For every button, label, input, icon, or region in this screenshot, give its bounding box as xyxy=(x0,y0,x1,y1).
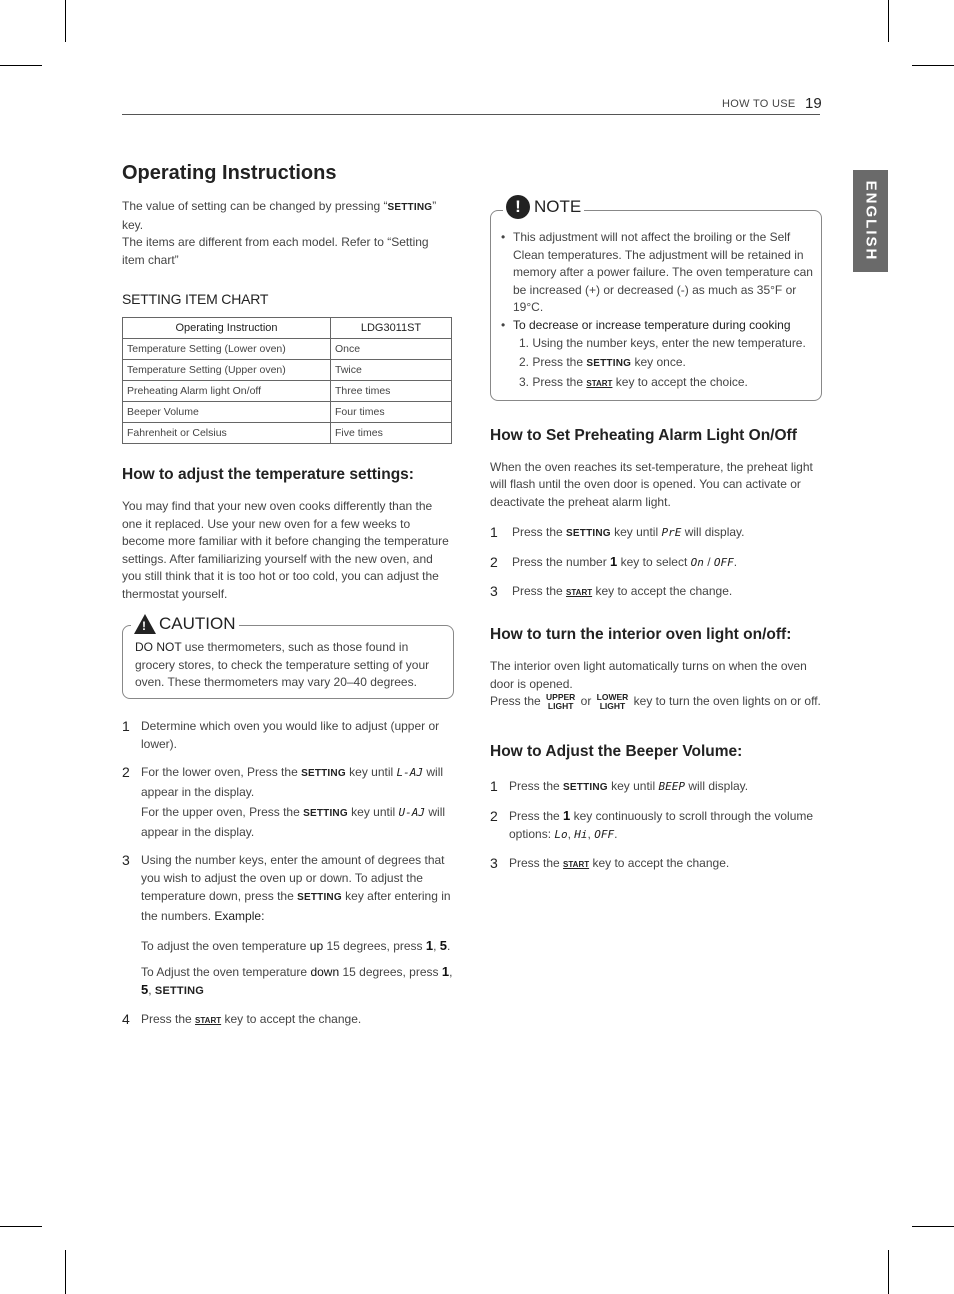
example-label: Example: xyxy=(214,908,265,923)
step-number: 4 xyxy=(122,1010,130,1027)
note-bullet-text: To decrease or increase temperature during cooking xyxy=(513,317,791,332)
table-row xyxy=(123,402,452,423)
key-label: LIGHT xyxy=(599,701,626,711)
intro-text: The value of setting can be changed by pressing “ xyxy=(122,199,388,213)
text-run: . xyxy=(614,827,618,841)
text-run: key after entering in the numbers. xyxy=(141,888,451,923)
text-run: Press the xyxy=(509,779,564,793)
text-run: , xyxy=(433,938,440,953)
setting-key: SETTING xyxy=(301,767,346,779)
step-number: 3 xyxy=(122,851,130,868)
table-row xyxy=(123,339,452,360)
emphasis: up xyxy=(309,938,324,953)
step-text xyxy=(141,851,454,1000)
text-run: Press the xyxy=(512,584,567,598)
step-text xyxy=(509,777,822,797)
number-key: 1 xyxy=(425,937,434,953)
display-code: U-AJ xyxy=(398,805,426,819)
step-text xyxy=(512,553,822,572)
example-line xyxy=(141,937,454,955)
table-cell: Preheating Alarm light On/off xyxy=(123,381,331,402)
crop-mark xyxy=(0,1226,42,1227)
step-item xyxy=(122,851,454,1000)
preheat-paragraph: When the oven reaches its set-temperature, the preheat light will flash until the oven door is opened. You can activate or deactivate the preheat alarm light. xyxy=(490,459,813,509)
text-run: 15 degrees, press xyxy=(323,938,426,953)
table-cell: Once xyxy=(331,339,452,360)
display-code: Lo xyxy=(554,828,568,841)
step-item xyxy=(490,553,822,572)
table-header-row xyxy=(123,318,452,339)
step-number: 2 xyxy=(122,763,130,780)
text-run: Press the xyxy=(490,694,545,709)
caution-label-group xyxy=(131,614,239,634)
interior-light-heading: How to turn the interior oven light on/off: xyxy=(490,626,792,643)
adjust-paragraph: You may find that your new oven cooks differently than the one it replaced. Use your new oven for a few weeks to become more familiar with it before changing the temperature settings. After familiarizing yourself with the new oven, and you still think that it is too hot or too cold, you can adjust the thermostat yourself. xyxy=(122,499,449,601)
note-bullet-text: This adjustment will not affect the broiling or the Self Clean temperatures. The adjustment will be retained in memory after a power failure. The oven temperature can be increased (+) or decreased (-) as much as 35°F or 19°C. xyxy=(513,230,813,314)
step-text xyxy=(509,807,822,844)
text-run: key until xyxy=(345,764,397,779)
table-cell: Four times xyxy=(331,402,452,423)
start-key: START xyxy=(586,379,613,388)
language-tab xyxy=(853,170,888,272)
table-cell: Fahrenheit or Celsius xyxy=(123,423,331,444)
step-text: Determine which oven you would like to adjust (upper or lower). xyxy=(141,718,440,751)
header-rule xyxy=(122,114,820,115)
setting-key: SETTING xyxy=(387,202,433,213)
crop-mark xyxy=(65,0,66,42)
caution-text xyxy=(135,639,441,692)
section-label: HOW TO USE xyxy=(722,98,796,110)
step-text xyxy=(141,763,454,841)
preheat-steps xyxy=(490,523,822,602)
display-code: PrE xyxy=(661,526,682,539)
left-column xyxy=(122,160,454,1040)
text-run: key to select xyxy=(617,555,691,569)
text-run: key to accept the choice. xyxy=(612,375,748,389)
text-run: key until xyxy=(610,525,662,539)
chart-heading: SETTING ITEM CHART xyxy=(122,291,269,307)
step-line xyxy=(141,803,454,841)
key-label: LOWER xyxy=(596,692,629,702)
table-row xyxy=(123,423,452,444)
display-code: Hi xyxy=(574,828,588,841)
crop-mark xyxy=(888,1250,889,1294)
text-run: key to accept the change. xyxy=(589,856,730,870)
text-run: key until xyxy=(607,779,659,793)
table-cell: Twice xyxy=(331,360,452,381)
setting-key: SETTING xyxy=(586,357,632,369)
note-label-group xyxy=(503,195,584,219)
crop-mark xyxy=(888,0,889,42)
note-bullet xyxy=(501,317,813,335)
text-run: 3. Press the xyxy=(519,375,587,389)
text-run: / xyxy=(703,555,714,569)
text-run: key until xyxy=(347,804,399,819)
step-item xyxy=(490,807,822,844)
example-line xyxy=(141,963,454,1000)
table-row xyxy=(123,360,452,381)
text-run: 2. Press the xyxy=(519,354,587,369)
step-line xyxy=(141,851,454,925)
text-run: Press the xyxy=(141,1011,196,1026)
intro-paragraph-2: The items are different from each model. Refer to “Setting item chart” xyxy=(122,235,429,267)
number-key: 1 xyxy=(563,808,571,823)
step-number: 2 xyxy=(490,554,498,570)
preheat-heading: How to Set Preheating Alarm Light On/Off xyxy=(490,426,797,444)
setting-key: SETTING xyxy=(154,984,204,997)
adjust-temperature-heading: How to adjust the temperature settings: xyxy=(122,466,414,483)
step-line xyxy=(141,763,454,801)
text-run: key to turn the oven lights on or off. xyxy=(630,694,821,709)
step-number: 1 xyxy=(490,524,498,540)
note-label: NOTE xyxy=(534,197,582,216)
table-cell: Beeper Volume xyxy=(123,402,331,423)
upper-light-key xyxy=(546,693,575,711)
table-cell: Temperature Setting (Lower oven) xyxy=(123,339,331,360)
display-code: BEEP xyxy=(658,780,685,793)
step-item xyxy=(490,777,822,797)
text-run: key continuously to scroll through the volume options: xyxy=(509,809,814,841)
text-run: key once. xyxy=(631,354,686,369)
table-cell: Five times xyxy=(331,423,452,444)
note-bullet xyxy=(501,229,813,317)
note-substep xyxy=(501,373,813,394)
table-header: LDG3011ST xyxy=(331,318,452,339)
step-text xyxy=(512,582,822,602)
step-item xyxy=(122,717,454,753)
step-number: 3 xyxy=(490,855,498,871)
bullet-icon: • xyxy=(501,317,506,332)
number-key: 1 xyxy=(441,963,450,979)
text-run: For the lower oven, Press the xyxy=(141,764,302,779)
text-run: Press the number xyxy=(512,555,611,569)
setting-item-table xyxy=(122,317,452,444)
text-run: , xyxy=(587,827,595,841)
interior-light-instruction xyxy=(490,693,822,711)
beeper-steps xyxy=(490,777,822,874)
step-number: 3 xyxy=(490,583,498,599)
step-number: 1 xyxy=(122,717,130,734)
crop-mark xyxy=(912,1226,954,1227)
key-label: LIGHT xyxy=(547,701,574,711)
text-run: will appear in the display. xyxy=(141,764,444,799)
setting-key: SETTING xyxy=(566,528,611,539)
right-column xyxy=(490,197,822,884)
setting-key: SETTING xyxy=(297,891,342,903)
text-run: For the upper oven, Press the xyxy=(141,804,304,819)
step-item xyxy=(490,854,822,874)
text-run: Press the xyxy=(512,525,567,539)
caution-box xyxy=(122,614,454,699)
caution-body: use thermometers, such as those found in grocery stores, to check the temperature setting of your oven. These thermometers may vary 20–40 degrees. xyxy=(135,640,430,689)
display-code: On xyxy=(690,556,704,569)
adjust-steps xyxy=(122,717,454,1030)
step-text xyxy=(141,1010,454,1030)
bullet-icon: • xyxy=(501,230,506,244)
text-run: will display. xyxy=(684,779,749,793)
text-run: , xyxy=(148,982,155,997)
intro-paragraph-1 xyxy=(122,198,454,234)
number-key: 1 xyxy=(610,554,618,569)
table-row xyxy=(123,381,452,402)
table-header: Operating Instruction xyxy=(123,318,331,339)
language-tab-label: ENGLISH xyxy=(862,180,879,262)
number-key: 5 xyxy=(141,981,149,997)
start-key: START xyxy=(566,588,593,597)
display-code: OFF xyxy=(594,828,615,841)
display-code: OFF xyxy=(713,556,734,569)
step-number: 1 xyxy=(490,778,498,794)
warning-triangle-icon xyxy=(134,614,156,634)
text-run: , xyxy=(449,964,453,979)
crop-mark xyxy=(0,65,42,66)
text-run: , xyxy=(567,827,575,841)
text-run: . xyxy=(733,555,738,569)
beeper-heading: How to Adjust the Beeper Volume: xyxy=(490,743,743,760)
text-run: Press the xyxy=(509,809,564,823)
caution-emphasis: DO NOT xyxy=(135,640,182,654)
text-run: will display. xyxy=(681,525,745,539)
page-number: 19 xyxy=(805,95,822,112)
crop-mark xyxy=(912,65,954,66)
text-run: To adjust the oven temperature xyxy=(141,938,310,953)
text-run: or xyxy=(577,694,595,709)
text-run: key to accept the change. xyxy=(592,584,733,598)
intro-text: ” key. xyxy=(122,199,437,232)
text-run: To Adjust the oven temperature xyxy=(141,964,311,979)
emphasis: down xyxy=(310,964,340,979)
setting-key: SETTING xyxy=(303,807,348,819)
text-run: key to accept the change. xyxy=(221,1011,362,1026)
setting-key: SETTING xyxy=(563,782,608,793)
note-box xyxy=(490,197,822,401)
text-run: 15 degrees, press xyxy=(339,964,442,979)
step-text xyxy=(509,854,822,874)
interior-light-paragraph: The interior oven light automatically turns on when the oven door is opened. xyxy=(490,659,807,691)
page-title: Operating Instructions xyxy=(122,162,337,184)
table-cell: Three times xyxy=(331,381,452,402)
number-key: 5 xyxy=(439,937,448,953)
start-key: START xyxy=(563,860,590,869)
key-label: UPPER xyxy=(546,692,576,702)
note-substep: 1. Using the number keys, enter the new temperature. xyxy=(519,336,806,350)
step-item xyxy=(122,763,454,841)
display-code: L-AJ xyxy=(396,765,424,779)
table-cell: Temperature Setting (Upper oven) xyxy=(123,360,331,381)
note-substep xyxy=(501,353,813,374)
step-number: 2 xyxy=(490,808,498,824)
text-run: . xyxy=(447,938,451,953)
step-item xyxy=(490,582,822,602)
step-item xyxy=(490,523,822,543)
start-key: START xyxy=(195,1015,222,1025)
crop-mark xyxy=(65,1250,66,1294)
text-run: will appear in the display. xyxy=(141,804,446,839)
caution-label: CAUTION xyxy=(159,614,236,633)
step-item xyxy=(122,1010,454,1030)
exclamation-icon: ! xyxy=(506,195,530,219)
lower-light-key xyxy=(597,693,629,711)
text-run: Using the number keys, enter the amount of degrees that you wish to adjust the oven up or down. To adjust the temperature down, press the xyxy=(141,852,445,903)
step-text xyxy=(512,523,822,543)
text-run: Press the xyxy=(509,856,564,870)
